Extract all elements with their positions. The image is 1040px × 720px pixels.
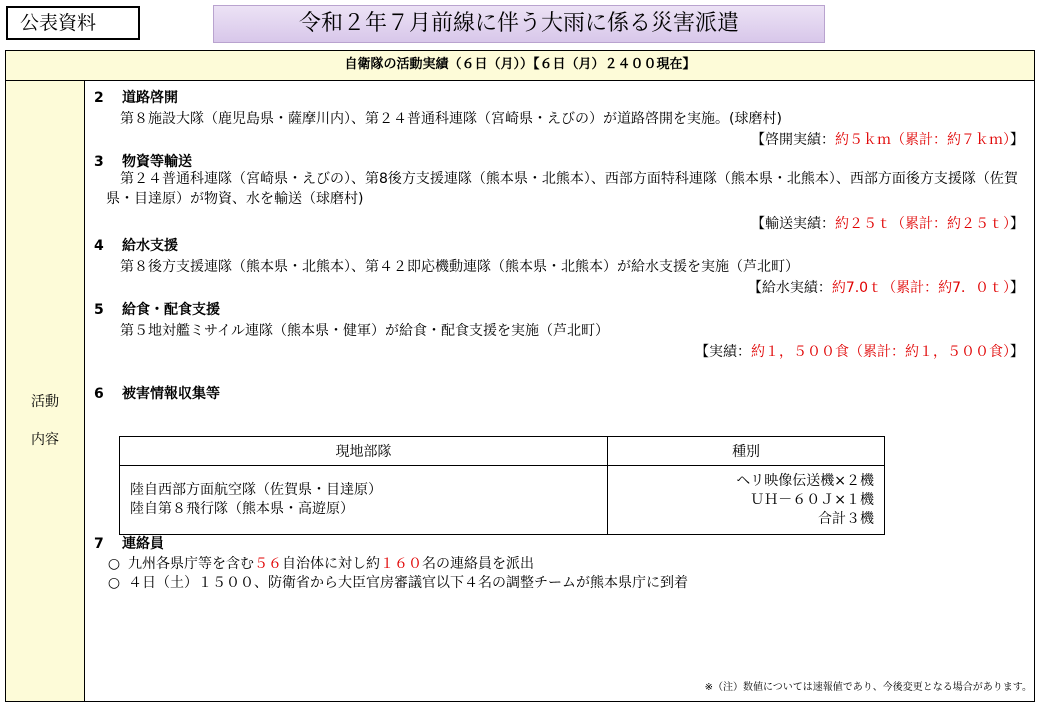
liaison-text: 名の連絡員を派出 <box>422 556 534 572</box>
liaison-count: ５６ <box>254 556 282 572</box>
left-label-line1: 活動 <box>31 394 59 410</box>
section-5-result <box>695 341 1024 361</box>
unit-line: 陸自西部方面航空隊（佐賀県・目達原） <box>130 482 382 498</box>
footnote: ※（注）数値については速報値であり、今後変更となる場合があります。 <box>704 682 1032 693</box>
section-number: 5 <box>94 302 104 318</box>
result-value: 約１，５００食（累計：約１，５００食） <box>751 344 1010 360</box>
section-2-text: 第８施設大隊（鹿児島県・薩摩川内）、第２４普通科連隊（宮崎県・えびの）が道路啓開を実施。(球磨村) <box>120 111 782 127</box>
result-prefix: 【啓開実績： <box>751 132 835 148</box>
result-suffix: 】 <box>1010 132 1024 148</box>
section-title: 道路啓開 <box>122 90 178 106</box>
section-number: 3 <box>94 154 104 170</box>
section-number: 2 <box>94 90 104 106</box>
table-row <box>120 466 885 535</box>
result-suffix: 】 <box>1010 344 1024 360</box>
section-2-result <box>751 129 1024 149</box>
section-number: 4 <box>94 238 104 254</box>
liaison-item-1 <box>100 553 1024 573</box>
section-number: 6 <box>94 386 104 402</box>
result-value: 約7.0ｔ（累計：約7．０ｔ） <box>831 280 1010 296</box>
left-label-line2: 内容 <box>31 432 59 448</box>
bullet-icon: ○ <box>107 575 121 591</box>
section-3-text: 第２４普通科連隊（宮崎県・えびの）、第8後方支援連隊（熊本県・北熊本）、西部方面特科連隊（熊本県・北熊本）、西部方面後方支援隊（佐賀県・目達原）が物資、水を輸送（球磨村) <box>106 171 1018 207</box>
type-line: ＵＨ－６０Ｊ×１機 <box>750 491 874 508</box>
section-4-text: 第８後方支援連隊（熊本県・北熊本）、第４２即応機動連隊（熊本県・北熊本）が給水支援を実施（芦北町） <box>120 259 799 275</box>
liaison-text: 九州各県庁等を含む <box>128 556 254 572</box>
bullet-icon: ○ <box>107 556 121 572</box>
section-title: 物資等輸送 <box>122 154 192 170</box>
type-line: ヘリ映像伝送機×２機 <box>736 472 874 489</box>
section-number: 7 <box>94 536 104 552</box>
activity-table <box>5 50 1035 702</box>
section-6-heading <box>94 383 220 403</box>
result-value: 約５ｋｍ（累計：約７ｋｍ） <box>835 132 1010 148</box>
liaison-item-2 <box>100 572 1024 592</box>
liaison-text: ４日（土）１５００、防衛省から大臣官房審議官以下４名の調整チームが熊本県庁に到着 <box>128 575 688 591</box>
result-prefix: 【輸送実績： <box>751 216 835 232</box>
information-collection-table <box>119 436 885 535</box>
result-value: 約２５ｔ（累計：約２５ｔ） <box>835 216 1010 232</box>
table-header: 自衛隊の活動実績（６日（月））【６日（月）２４００現在】 <box>6 51 1034 81</box>
result-suffix: 】 <box>1010 280 1024 296</box>
section-4-heading <box>94 235 178 255</box>
section-title: 被害情報収集等 <box>122 386 220 402</box>
left-label-column <box>6 81 85 701</box>
section-7-heading <box>94 533 164 553</box>
section-title: 給食・配食支援 <box>122 302 220 318</box>
activity-content <box>86 81 1034 701</box>
table-header-row <box>120 437 885 466</box>
type-line: 合計３機 <box>818 510 874 527</box>
result-prefix: 【実績： <box>695 344 751 360</box>
unit-cell <box>120 466 608 535</box>
section-3-heading <box>94 151 192 171</box>
section-title: 給水支援 <box>122 238 178 254</box>
section-5-heading <box>94 299 220 319</box>
section-4-result <box>748 277 1024 297</box>
unit-line: 陸自第８飛行隊（熊本県・高遊原） <box>130 501 354 517</box>
column-header-unit: 現地部隊 <box>120 437 608 466</box>
liaison-count: １６０ <box>380 556 422 572</box>
section-title: 連絡員 <box>122 536 164 552</box>
result-suffix: 】 <box>1010 216 1024 232</box>
page-title: 令和２年７月前線に伴う大雨に係る災害派遣 <box>213 5 825 43</box>
liaison-text: 自治体に対し約 <box>282 556 380 572</box>
type-cell <box>608 466 885 535</box>
section-5-text: 第５地対艦ミサイル連隊（熊本県・健軍）が給食・配食支援を実施（芦北町） <box>120 323 610 339</box>
public-document-label: 公表資料 <box>6 6 140 40</box>
section-3-result <box>751 213 1024 233</box>
section-2-heading <box>94 87 178 107</box>
result-prefix: 【給水実績： <box>747 280 832 296</box>
column-header-type: 種別 <box>608 437 885 466</box>
